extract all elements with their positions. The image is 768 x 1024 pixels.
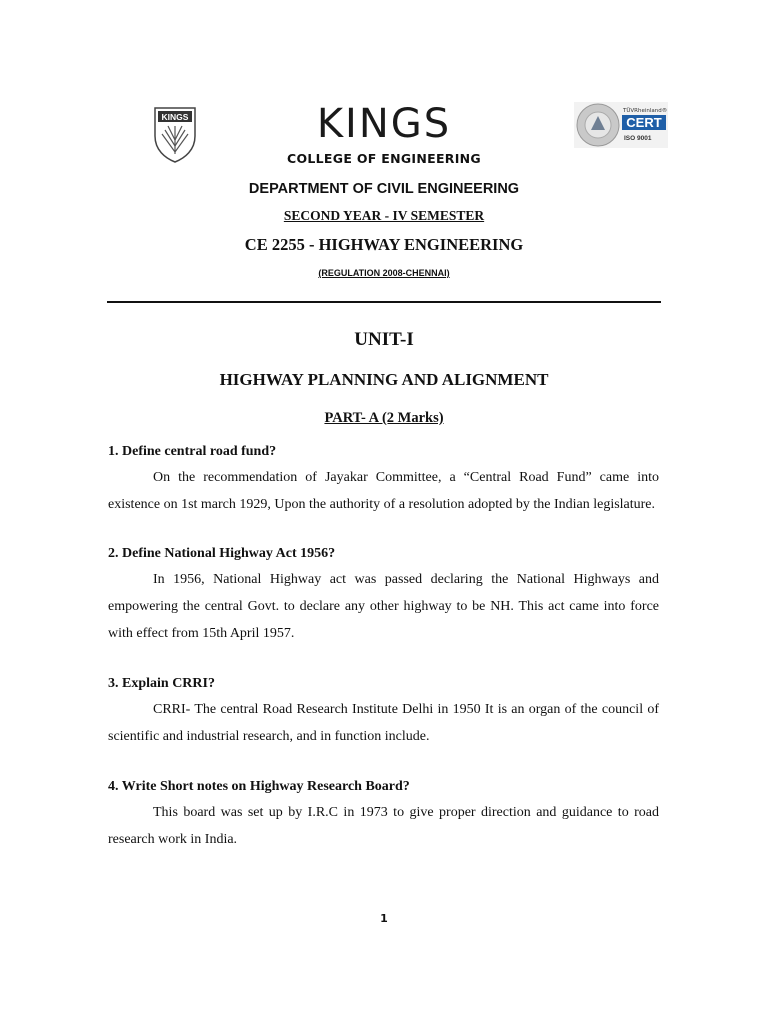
question-text: 1. Define central road fund? [108,444,277,459]
college-name: COLLEGE OF ENGINEERING [287,151,481,166]
question-text: 3. Explain CRRI? [108,676,215,691]
cert-label: CERT [626,115,662,130]
year-semester: SECOND YEAR - IV SEMESTER [283,208,485,223]
answer-text: This board was set up by I.R.C in 1973 to give proper direction and guidance to road research work in India. [108,805,659,847]
topic-heading: HIGHWAY PLANNING AND ALIGNMENT [219,370,549,389]
cert-top-text: TÜVRheinland® [623,108,668,114]
department-title: DEPARTMENT OF CIVIL ENGINEERING [248,181,520,197]
answer-text: On the recommendation of Jayakar Committee, a “Central Road Fund” came into existence on 1st march 1929, Upon the authority of a resolution adopted by the Indian legislature. [108,470,659,512]
regulation-note: (REGULATION 2008-CHENNAI) [318,268,450,278]
crest-label: KINGS [161,112,189,122]
header-divider [107,301,661,303]
question-item [108,440,659,518]
answer-text: CRRI- The central Road Research Institute Delhi in 1950 It is an organ of the council of scientific and industrial research, and in function include. [108,702,659,744]
question-item [108,672,659,750]
question-item [108,542,659,647]
part-heading: PART- A (2 Marks) [324,410,444,426]
question-list [108,440,659,853]
question-item [108,775,659,853]
answer-text: In 1956, National Highway act was passed declaring the National Highways and empowering the central Govt. to declare any other highway to be NH. This act came into force with effect from 15th April 1957. [108,572,659,641]
college-brand: KINGS [316,101,452,147]
cert-iso-text: ISO 9001 [624,135,652,142]
question-text: 4. Write Short notes on Highway Research Board? [108,779,410,794]
course-title: CE 2255 - HIGHWAY ENGINEERING [244,235,524,254]
unit-heading: UNIT-I [354,329,414,350]
question-text: 2. Define National Highway Act 1956? [108,546,336,561]
page-number: 1 [380,912,388,925]
